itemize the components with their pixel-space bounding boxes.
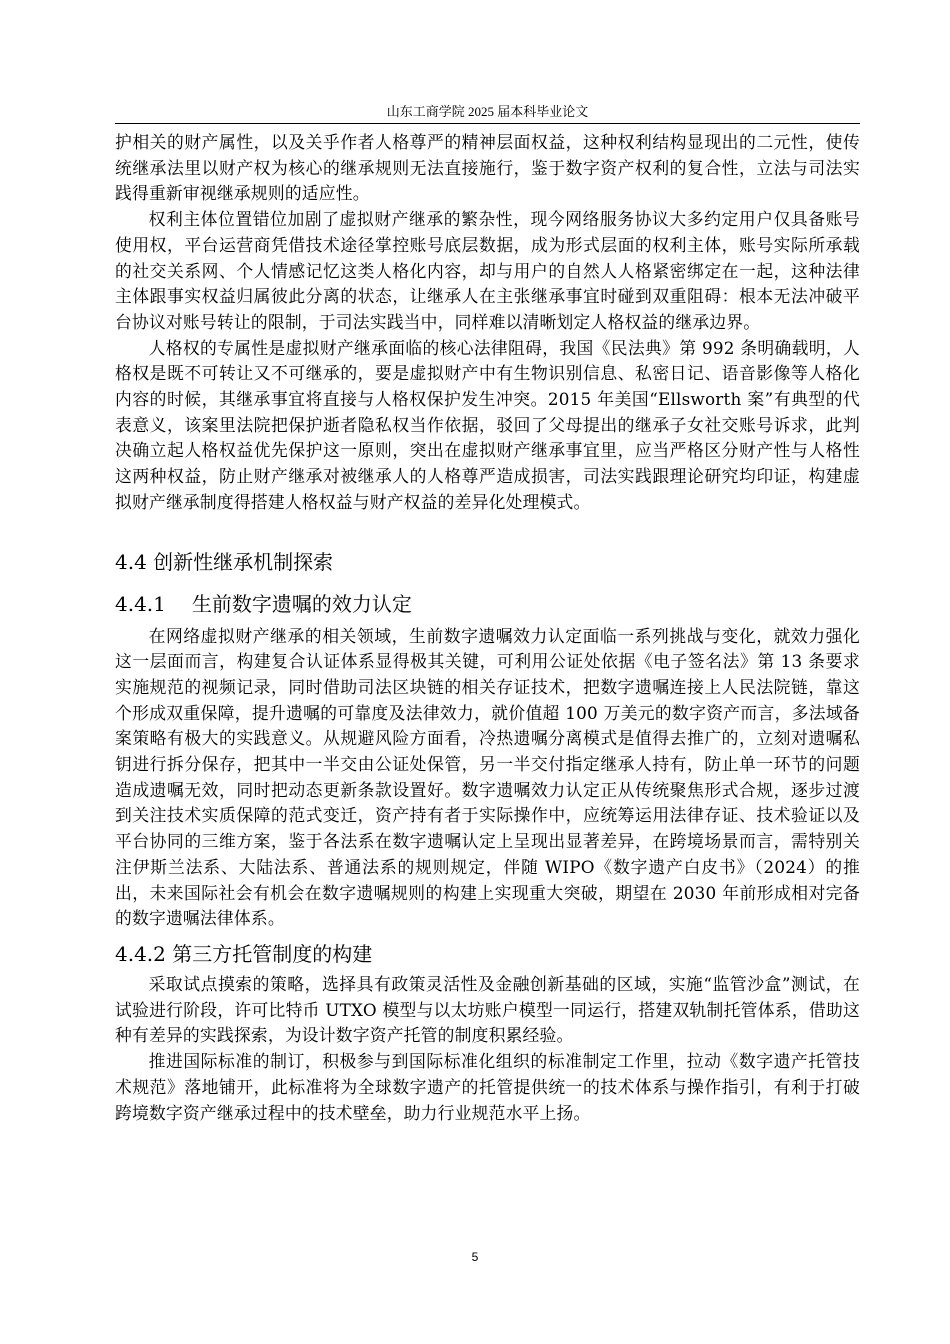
header-rule: [115, 123, 860, 124]
paragraph-international-standard: 推进国际标准的制订，积极参与到国际标准化组织的标准制定工作里，拉动《数字遗产托管技术规范》落地铺开，此标准将为全球数字遗产的托管提供统一的技术体系与操作指引，有利于打破跨境数字资产继承过程中的技术壁垒，助力行业规范水平上扬。: [115, 1051, 860, 1123]
page-number: 5: [471, 1250, 479, 1264]
page-body: [115, 130, 860, 1126]
section-number-4-4-1: 4.4.1: [115, 591, 166, 616]
paragraph-continued: 护相关的财产属性，以及关乎作者人格尊严的精神层面权益，这种权利结构显现出的二元性，使传统继承法里以财产权为核心的继承规则无法直接施行，鉴于数字资产权利的复合性，立法与司法实践得重新审视继承规则的适应性。: [115, 132, 860, 204]
paragraph-digital-will: 在网络虚拟财产继承的相关领域，生前数字遗嘱效力认定面临一系列挑战与变化，就效力强化这一层面而言，构建复合认证体系显得极其关键，可利用公证处依据《电子签名法》第 13 条要求实施规范的视频记录，同时借助司法区块链的相关存证技术，把数字遗嘱连接上人民法院链，靠这个形成双重保障，提升遗嘱的可靠度及法律效力，就价值超 100 万美元的数字资产而言，多法域备案策略有极大的实践意义。从规避风险方面看，冷热遗嘱分离模式是值得去推广的，立刻对遗嘱私钥进行拆分保存，把其中一半交由公证处保管，另一半交付指定继承人持有，防止单一环节的问题造成遗嘱无效，同时把动态更新条款设置好。数字遗嘱效力认定正从传统聚焦形式合规，逐步过渡到关注技术实质保障的范式变迁，资产持有者于实际操作中，应统筹运用法律存证、技术验证以及平台协同的三维方案，鉴于各法系在数字遗嘱认定上呈现出显著差异，在跨境场景而言，需特别关注伊斯兰法系、大陆法系、普通法系的规则规定，伴随 WIPO《数字遗产白皮书》（2024）的推出，未来国际社会有机会在数字遗嘱规则的构建上实现重大突破，期望在 2030 年前形成相对完备的数字遗嘱法律体系。: [115, 625, 860, 929]
paragraph-personality-rights: 人格权的专属性是虚拟财产继承面临的核心法律阻碍，我国《民法典》第 992 条明确载明，人格权是既不可转让又不可继承的，要是虚拟财产中有生物识别信息、私密日记、语音影像等人格化内容的时候，其继承事宜将直接与人格权保护发生冲突。2015 年美国“Ellsworth 案”有典型的代表意义，该案里法院把保护逝者隐私权当作依据，驳回了父母提出的继承子女社交账号诉求，此判决确立起人格权益优先保护这一原则，突出在虚拟财产继承事宜里，应当严格区分财产性与人格性这两种权益，防止财产继承对被继承人的人格尊严造成损害，司法实践跟理论研究均印证，构建虚拟财产继承制度得搭建人格权益与财产权益的差异化处理模式。: [115, 337, 860, 512]
paragraph-rights-subject: 权利主体位置错位加剧了虚拟财产继承的繁杂性，现今网络服务协议大多约定用户仅具备账号使用权，平台运营商凭借技术途径掌控账号底层数据，成为形式层面的权利主体，账号实际所承载的社交关系网、个人情感记忆这类人格化内容，却与用户的自然人人格紧密绑定在一起，这种法律主体跟事实权益归属彼此分离的状态，让继承人在主张继承事宜时碰到双重阻碍：根本无法冲破平台协议对账号转让的限制，于司法实践当中，同样难以清晰划定人格权益的继承边界。: [115, 209, 860, 332]
section-heading-4-4-2: 4.4.2 第三方托管制度的构建: [115, 941, 373, 966]
section-heading-4-4-1: [115, 590, 860, 618]
running-header: 山东工商学院 2025 届本科毕业论文: [386, 104, 589, 119]
paragraph-sandbox-pilot: 采取试点摸索的策略，选择具有政策灵活性及金融创新基础的区域，实施“监管沙盒”测试，在试验进行阶段，许可比特币 UTXO 模型与以太坊账户模型一同运行，搭建双轨制托管体系，借助这种有差异的实践探索，为设计数字资产托管的制度积累经验。: [115, 973, 860, 1046]
section-heading-4-4: 4.4 创新性继承机制探索: [115, 549, 334, 574]
section-title-4-4-1: 生前数字遗嘱的效力认定: [191, 591, 412, 616]
